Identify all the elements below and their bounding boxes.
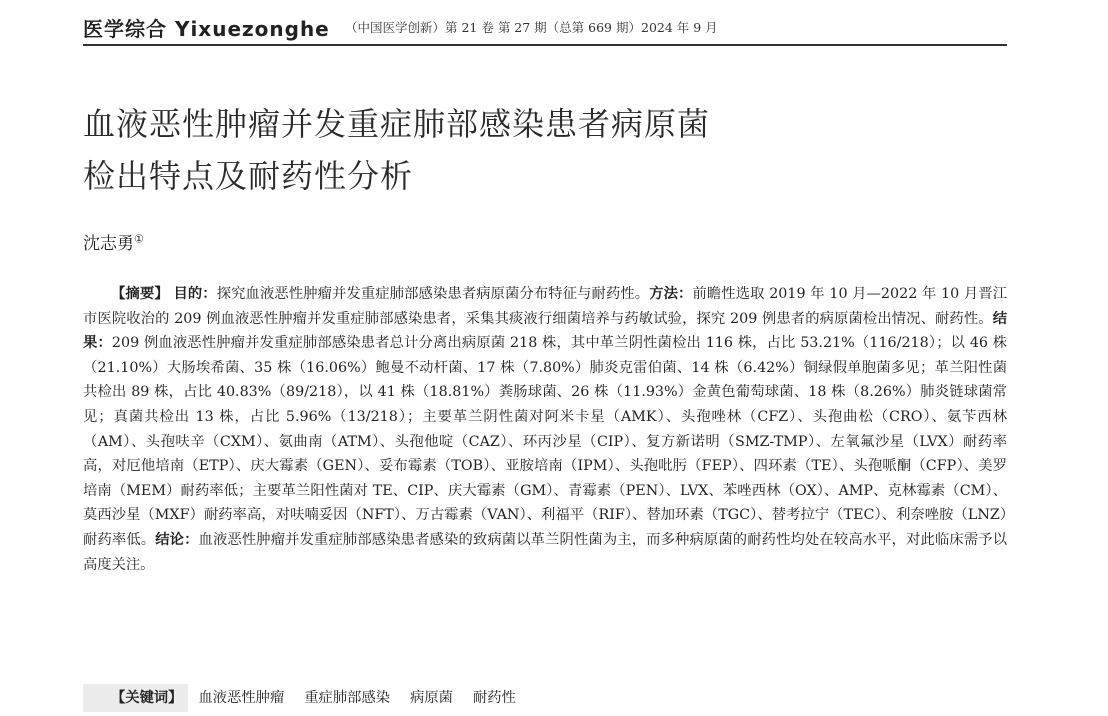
keywords-label: 【关键词】 — [83, 684, 188, 712]
author-line — [83, 229, 144, 254]
keyword-item: 耐药性 — [472, 690, 516, 706]
issue-info: （中国医学创新）第 21 卷 第 27 期（总第 669 期）2024 年 9 月 — [345, 20, 718, 35]
title-line-2: 检出特点及耐药性分析 — [83, 157, 414, 195]
method-text: 前瞻性选取 2019 年 10 月—2022 年 10 月晋江市医院收治的 209 例血液恶性肿瘤并发重症肺部感染患者，采集其痰液行细菌培养与药敏试验，探究 209 例患者的病原菌检出情况、耐药性。 — [83, 286, 1008, 327]
author-name: 沈志勇 — [83, 234, 134, 254]
conclusion-text: 血液恶性肿瘤并发重症肺部感染患者感染的致病菌以革兰阴性菌为主，而多种病原菌的耐药性均处在较高水平，对此临床需予以高度关注。 — [83, 531, 1008, 573]
conclusion-label: 结论： — [155, 531, 199, 548]
keyword-item: 血液恶性肿瘤 — [198, 690, 285, 706]
result-label: 结果： — [83, 310, 1007, 352]
abstract-label: 【摘要】 — [111, 286, 169, 302]
keyword-item: 重症肺部感染 — [304, 690, 391, 706]
article-title — [83, 98, 983, 202]
author-affiliation-mark: ① — [134, 232, 144, 246]
title-line-1: 血液恶性肿瘤并发重症肺部感染患者病原菌 — [83, 105, 711, 143]
keyword-item: 病原菌 — [410, 690, 453, 706]
method-label: 方法： — [649, 286, 693, 302]
objective-text: 探究血液恶性肿瘤并发重症肺部感染患者病原菌分布特征与耐药性。 — [216, 286, 650, 302]
objective-label: 目的： — [173, 286, 217, 302]
result-text: 209 例血液恶性肿瘤并发重症肺部感染患者总计分离出病原菌 218 株，其中革兰阴性菌检出 116 株，占比 53.21%（116/218）；以 46 株（21.10%）大肠埃希菌、35 株（16.06%）鲍曼不动杆菌、17 株（7.80%）肺炎克雷伯菌、14 株（6.42%）铜绿假单胞菌多见；革兰阳性菌共检出 89 株，占比 40.83%（89/218），以 41 株（18.81%）粪肠球菌、26 株（11.93%）金黄色葡萄球菌、18 株（8.26%）肺炎链球菌常见；真菌共检出 13 株，占比 5.96%（13/218）；主要革兰阴性菌对阿米卡星（AMK）、头孢唑林（CFZ）、头孢曲松（CRO）、氨苄西林（AM）、头孢呋辛（CXM）、氨曲南（ATM）、头孢他啶（CAZ）、环丙沙星（CIP）、复方新诺明（SMZ-TMP）、左氧氟沙星（LVX）耐药率高，对厄他培南（ETP）、庆大霉素（GEN）、妥布霉素（TOB）、亚胺培南（IPM）、头孢吡肟（FEP）、四环素（TE）、头孢哌酮（CFP）、美罗培南（MEM）耐药率低；主要革兰阳性菌对 TE、CIP、庆大霉素（GM）、青霉素（PEN）、LVX、苯唑西林（OX）、AMP、克林霉素（CM）、莫西沙星（MXF）耐药率高，对呋喃妥因（NFT）、万古霉素（VAN）、利福平（RIF）、替加环素（TGC）、替考拉宁（TEC）、利奈唑胺（LNZ）耐药率低。 — [83, 335, 1008, 548]
running-header — [83, 10, 1007, 46]
keywords-line — [83, 684, 1007, 712]
journal-name: 医学综合 Yixuezonghe — [83, 17, 330, 41]
header-rule — [83, 44, 1007, 46]
abstract — [83, 282, 1007, 577]
